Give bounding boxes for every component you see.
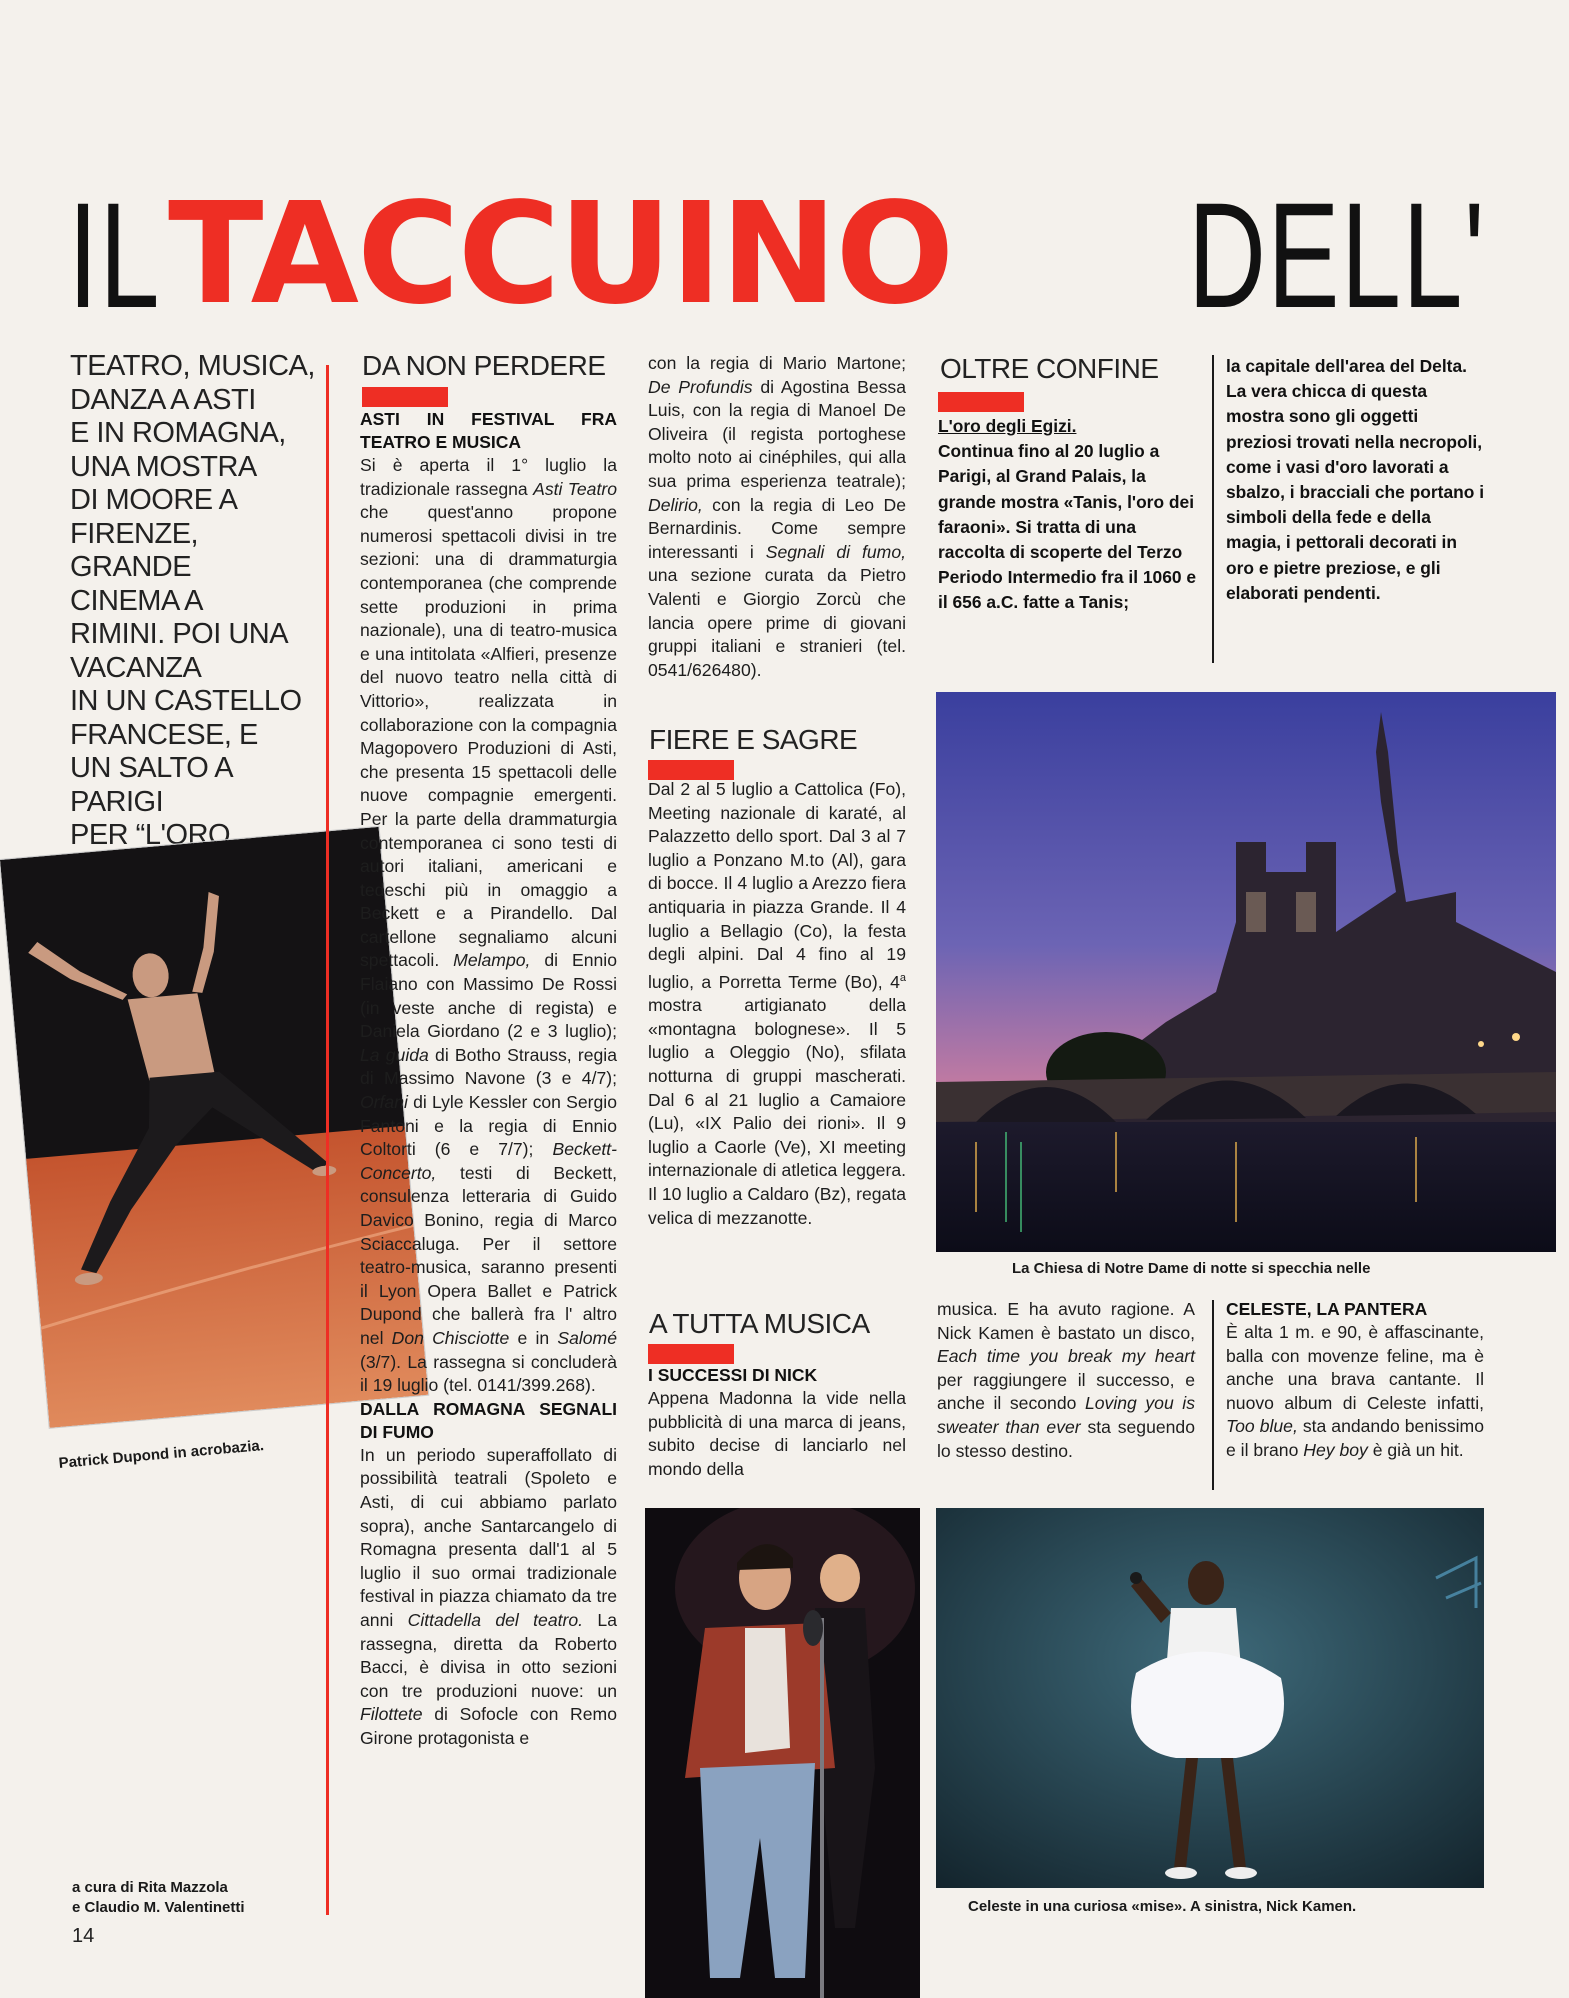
section-bar-4 <box>938 392 1024 412</box>
intro-line: UN SALTO A PARIGI <box>70 752 232 818</box>
column-3-musica <box>937 1298 1195 1463</box>
intro-line: PER “L'ORO <box>70 819 231 851</box>
bottom-caption: Celeste in una curiosa «mise». A sinistra, Nick Kamen. <box>968 1898 1357 1915</box>
oltre-body: Continua fino al 20 luglio a Parigi, al Grand Palais, la grande mostra «Tanis, l'oro dei faraoni». Si tratta di una raccolta di scoperte del Terzo Periodo Intermedio fra il 1060 e il 656 a.C. fatte a Tanis; <box>938 441 1197 613</box>
musica-continued: musica. E ha avuto ragione. A Nick Kamen è bastato un disco, Each time you break my heart per raggiungere il successo, e anche il secondo Loving you is sweater than ever sta seguendo lo stesso destino. <box>937 1299 1195 1461</box>
column-2-fiere <box>648 778 906 1230</box>
intro-line: CINEMA A <box>70 584 203 617</box>
intro-line: DANZA A ASTI <box>70 383 256 416</box>
column-rule-bottom <box>1212 1300 1214 1490</box>
column-4-body: la capitale dell'area del Delta. La vera chicca di questa mostra sono gli oggetti preziosi trovati nella necropoli, come i vasi d'oro lavorati a sbalzo, i bracciali che portano i simboli della fede e della magia, i pettorali decorati in oro e pietre preziose, e gli elaborati pendenti. <box>1226 356 1485 603</box>
section-oltre-confine: OLTRE CONFINE <box>940 353 1159 384</box>
credits <box>72 1878 245 1918</box>
intro-line: IN UN CASTELLO <box>70 685 302 717</box>
section-da-non-perdere: DA NON PERDERE <box>362 350 606 381</box>
subhead-nick: I SUCCESSI DI NICK <box>648 1365 818 1385</box>
dancer-caption: Patrick Dupond in acrobazia. <box>58 1437 265 1472</box>
column-rule-top <box>1212 355 1214 663</box>
celeste-body: È alta 1 m. e 90, è affascinante, balla con movenze feline, ma è anche una brava cantante. Il nuovo album di Celeste infatti, Too blue, sta andando benissimo e il brano Hey boy è già un hit. <box>1226 1322 1484 1460</box>
column-2-body: con la regia di Mario Martone; De Profundis di Agostina Bessa Luis, con la regia di Manoel De Oliveira (il regista portoghese molto noto ai cinéphiles, qui alla sua prima esperienza teatrale); Delirio, con la regia di Leo De Bernardinis. Come sempre interessanti i Segnali di fumo, una sezione curata da Pietro Valenti e Giorgio Zorcù che lancia opere prime di giovani gruppi italiani e stranieri (tel. 0541/626480). <box>648 353 906 680</box>
masthead-taccuino-wrap <box>168 170 952 340</box>
fiere-body: Dal 2 al 5 luglio a Cattolica (Fo), Meeting nazionale di karaté, al Palazzetto dello sport. Dal 3 al 7 luglio a Ponzano M.to (Al), gara di bocce. Il 4 luglio a Arezzo fiera antiquaria in piazza Grande. Il 4 luglio a Bellagio (Co), la festa degli alpini. Dal 4 fino al 19 luglio, a Porretta Terme (Bo), 4$^a$ mostra artigianato della «montagna bolognese». Il 5 luglio a Oleggio (No), sfilata notturna di gruppi mascherati. Dal 6 al 21 luglio a Camaiore (Lu), «IX Palio dei rioni». Il 9 luglio a Caorle (Ve), XI meeting internazionale di atletica leggera. Il 10 luglio a Caldaro (Bz), regata velica di mezzanotte. <box>648 779 906 1228</box>
notre-dame-caption: La Chiesa di Notre Dame di notte si specchia nelle <box>1012 1260 1371 1277</box>
intro-line: E IN ROMAGNA, <box>70 417 286 449</box>
oltre-sub: L'oro degli Egizi. <box>938 416 1077 436</box>
celeste-photo <box>936 1508 1484 1888</box>
column-4-top <box>1226 354 1486 606</box>
section-bar-1 <box>362 387 448 407</box>
column-4-celeste <box>1226 1298 1484 1463</box>
credits-line1: a cura di Rita Mazzola <box>72 1879 228 1896</box>
nick-kamen-photo <box>645 1508 920 1998</box>
intro-line: FRANCESE, E <box>70 718 258 751</box>
intro-line: VACANZA <box>70 651 202 684</box>
intro-line: FIRENZE, GRANDE <box>70 517 199 583</box>
musica-body: Appena Madonna la vide nella pubblicità di una marca di jeans, subito decise di lanciarlo nel mondo della <box>648 1388 906 1479</box>
page-number: 14 <box>72 1925 95 1947</box>
column-2-top <box>648 352 906 682</box>
intro-text <box>70 350 320 886</box>
masthead-taccuino: TACCUINO <box>168 173 953 336</box>
intro-line: DI MOORE A <box>70 484 238 516</box>
masthead-dell-wrap <box>1188 170 1569 340</box>
credits-line2: e Claudio M. Valentinetti <box>72 1899 245 1916</box>
subhead-asti: ASTI IN FESTIVAL FRA TEATRO E MUSICA <box>360 409 617 452</box>
intro-line: TEATRO, MUSICA, <box>70 350 315 382</box>
masthead-il: IL <box>68 171 161 339</box>
section-a-tutta-musica: A TUTTA MUSICA <box>649 1308 870 1339</box>
section-fiere-e-sagre: FIERE E SAGRE <box>649 724 858 755</box>
column-1-body: Si è aperta il 1° luglio la tradizionale rassegna Asti Teatro che quest'anno propone numerosi spettacoli divisi in tre sezioni: una di drammaturgia contemporanea (che comprende sette produzioni in prima nazionale), una di teatro-musica e una intitolata «Alfieri, presenze del nuovo teatro nella città di Vittorio», realizzata in collaborazione con la compagnia Magopovero Produzioni di Asti, che presenta 15 spettacoli delle nuove compagnie emergenti. Per la parte della drammaturgia contemporanea ci sono testi di autori italiani, americani e tedeschi più in omaggio a Beckett e a Pirandello. Dal cartellone segnaliamo alcuni spettacoli. Melampo, di Ennio Flaiano con Massimo De Rossi (in veste anche di regista) e Daniela Giordano (2 e 3 luglio); La guida di Botho Strauss, regia di Massimo Navone (3 e 4/7); Orfani di Lyle Kessler con Sergio Fantoni e la regia di Ennio Coltorti (6 e 7/7); Beckett-Concerto, testi di Beckett, consulenza letteraria di Guido Davico Bonino, regia di Marco Sciaccaluga. Per il settore teatro-musica, saranno presenti il Lyon Opera Ballet e Patrick Dupond che ballerà fra l' altro nel Don Chisciotte e in Salomé (3/7). La rassegna si concluderà il 19 luglio (tel. 0141/399.268). <box>360 455 618 1396</box>
intro-line: RIMINI. POI UNA <box>70 618 289 650</box>
masthead-dell: DELL' <box>1188 171 1486 339</box>
subhead-romagna: DALLA ROMAGNA SEGNALI DI FUMO <box>360 1398 617 1442</box>
column-2-musica <box>648 1364 906 1481</box>
intro-line: UNA MOSTRA <box>70 450 257 483</box>
subhead-celeste: CELESTE, LA PANTERA <box>1226 1299 1428 1319</box>
section-bar-3 <box>648 1344 734 1364</box>
column-1 <box>360 408 617 1750</box>
section-bar-2 <box>648 760 734 780</box>
column-3-top <box>938 414 1200 616</box>
notre-dame-photo <box>936 692 1556 1252</box>
red-vertical-rule <box>326 365 329 1915</box>
column-1-body-2: In un periodo superaffollato di possibilità teatrali (Spoleto e Asti, di cui abbiamo parlato sopra), anche Santarcangelo di Romagna presenta dall'1 al 5 luglio il suo ormai tradizionale festival in piazza chiamato da tre anni Cittadella del teatro. La rassegna, diretta da Roberto Bacci, è divisa in otto sezioni con tre produzioni nuove: un Filottete di Sofocle con Remo Girone protagonista e <box>360 1444 617 1748</box>
